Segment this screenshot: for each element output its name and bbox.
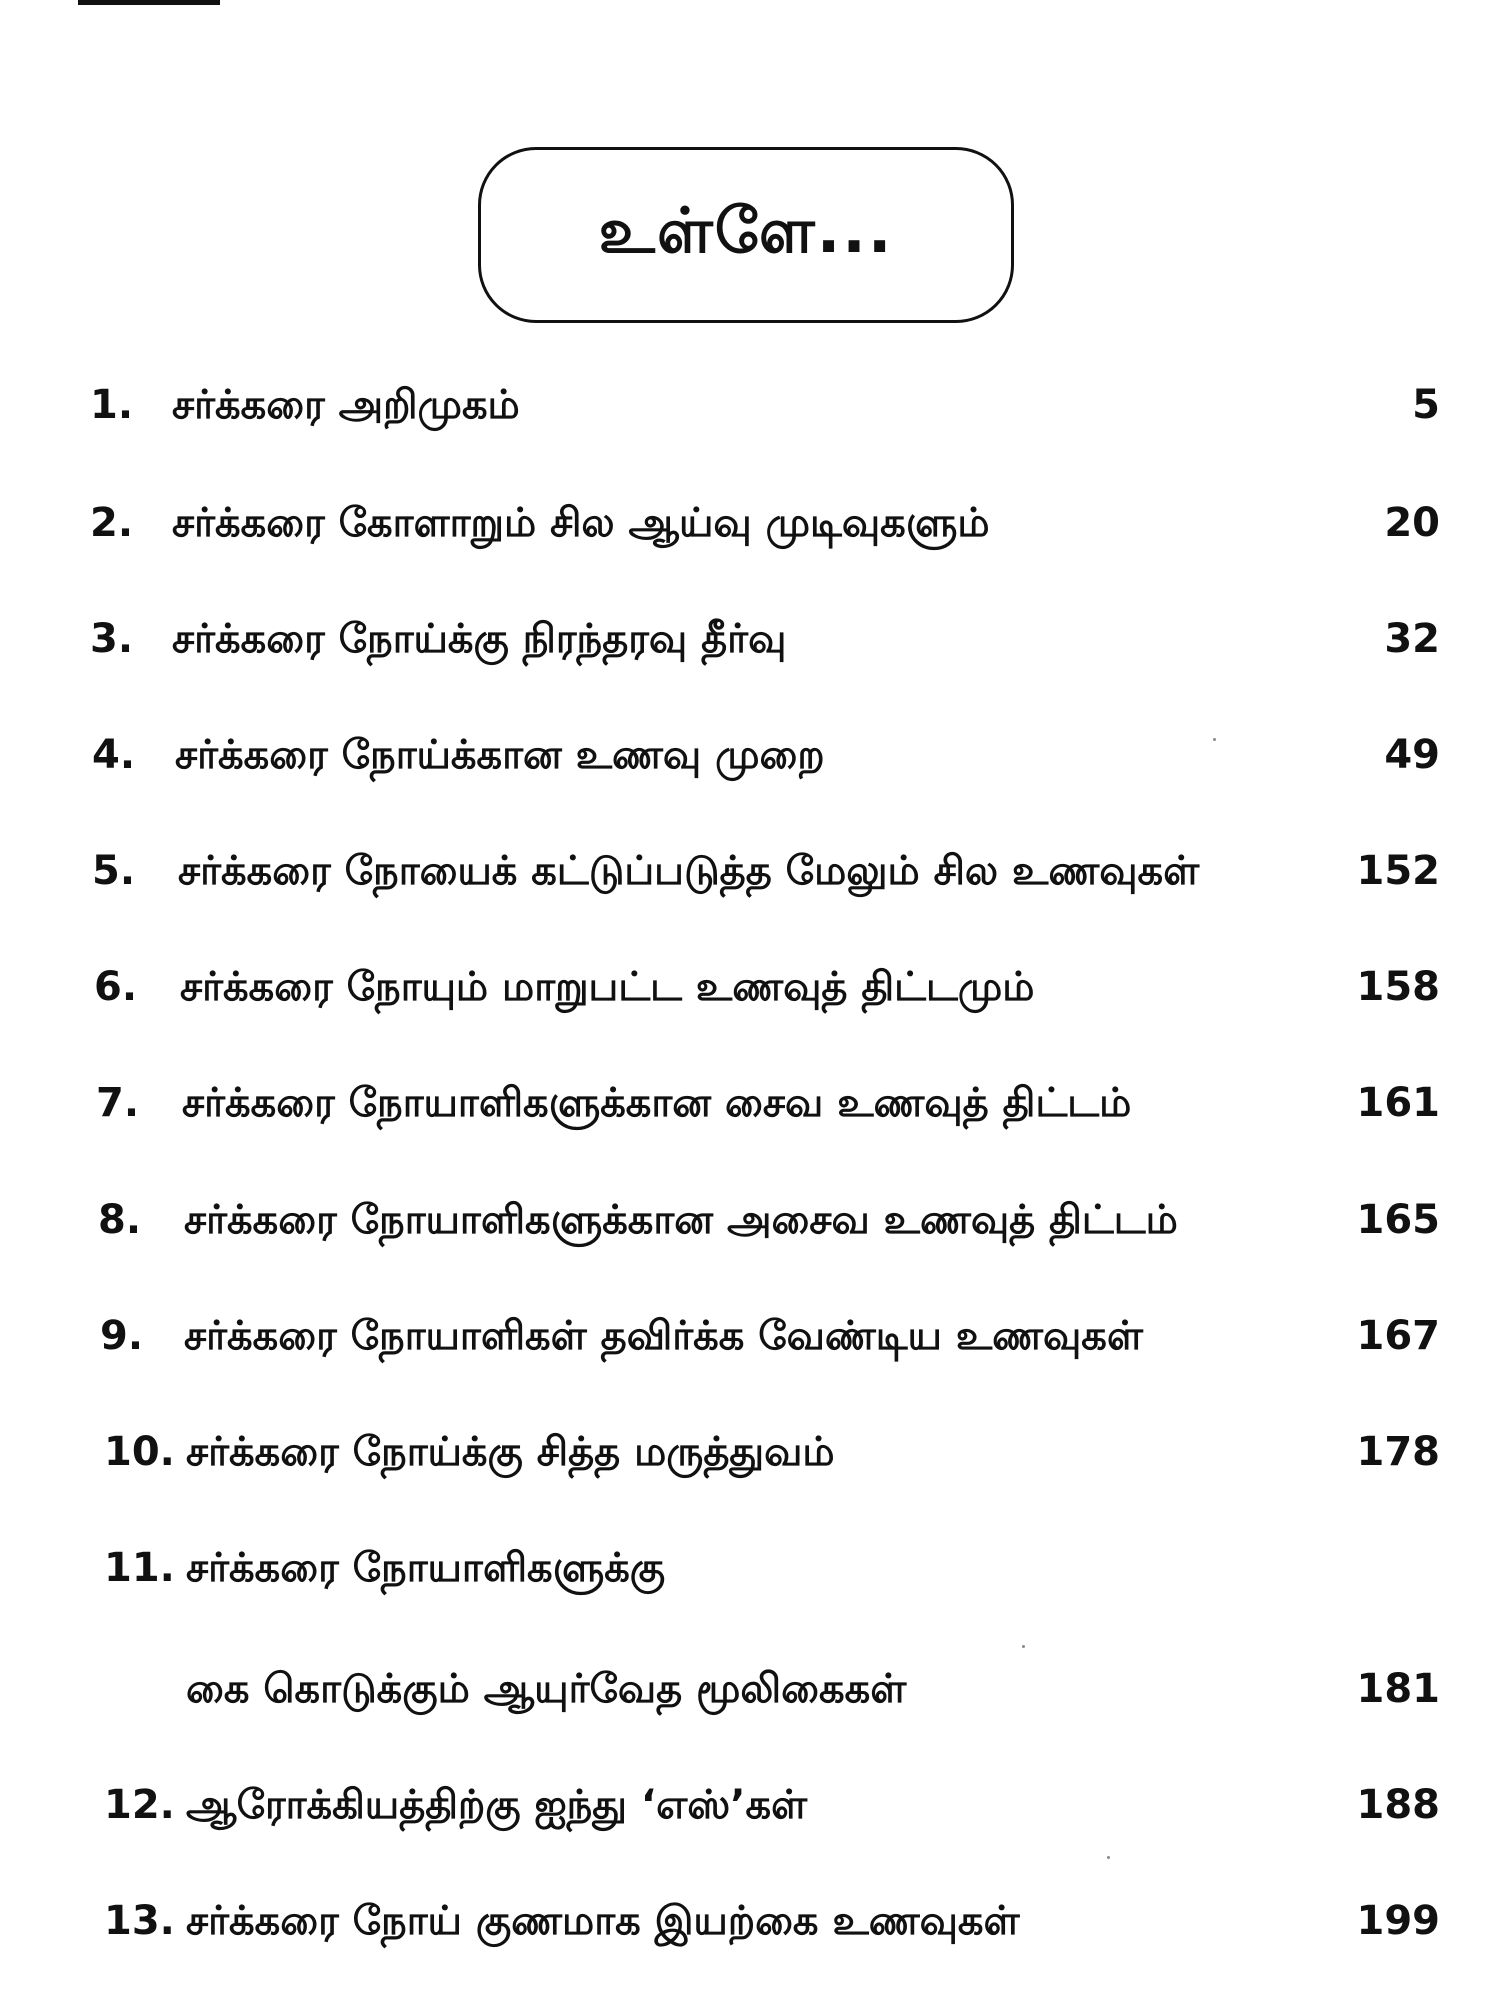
toc-entry [0, 1068, 1500, 1138]
toc-entry-page: 158 [1356, 964, 1440, 1010]
toc-entry-number: 4. [92, 732, 136, 778]
toc-entry-title: ஆரோக்கியத்திற்கு ஐந்து ‘எஸ்’கள் [186, 1782, 808, 1828]
toc-entry-number: 5. [92, 848, 136, 894]
toc-entry [0, 1185, 1500, 1255]
toc-entry [0, 1770, 1500, 1840]
toc-entry-number: 6. [94, 964, 138, 1010]
toc-entry-continuation [0, 1654, 1500, 1724]
toc-entry-title: சர்க்கரை நோயும் மாறுபட்ட உணவுத் திட்டமும் [180, 964, 1035, 1010]
toc-entry-title: சர்க்கரை நோயைக் கட்டுப்படுத்த மேலும் சில உணவுகள் [178, 848, 1200, 894]
toc-entry-number: 8. [98, 1197, 142, 1243]
toc-entry-page: 165 [1356, 1197, 1440, 1243]
toc-entry-title: சர்க்கரை நோய்க்கு சித்த மருத்துவம் [186, 1429, 835, 1475]
toc-entry-page: 178 [1356, 1429, 1440, 1475]
toc-entry-number: 3. [90, 616, 134, 662]
toc-entry-title: சர்க்கரை நோயாளிகளுக்கான அசைவ உணவுத் திட்டம் [184, 1197, 1178, 1243]
page-heading: உள்ளே... [598, 194, 894, 267]
toc-entry-number: 13. [104, 1898, 175, 1944]
toc-entry [0, 1533, 1500, 1603]
toc-entry-title: சர்க்கரை நோய்க்கு நிரந்தரவு தீர்வு [172, 616, 787, 662]
toc-entry-number: 9. [100, 1313, 144, 1359]
toc-entry-page: 32 [1384, 616, 1440, 662]
toc-entry-page: 20 [1384, 500, 1440, 546]
scan-speck [1213, 738, 1216, 741]
toc-entry-title: சர்க்கரை கோளாறும் சில ஆய்வு முடிவுகளும் [172, 500, 990, 546]
toc-entry-page: 167 [1356, 1313, 1440, 1359]
toc-entry [0, 488, 1500, 558]
toc-entry [0, 720, 1500, 790]
toc-entry-page: 181 [1356, 1666, 1440, 1712]
toc-entry-page: 199 [1356, 1898, 1440, 1944]
scan-speck [1022, 1645, 1025, 1648]
toc-entry-title: சர்க்கரை அறிமுகம் [172, 382, 520, 428]
toc-entry-number: 12. [104, 1782, 175, 1828]
top-rule [78, 0, 220, 5]
toc-entry-title-continued: கை கொடுக்கும் ஆயுர்வேத மூலிகைகள் [186, 1666, 907, 1712]
toc-entry-number: 7. [96, 1080, 140, 1126]
toc-entry [0, 370, 1500, 440]
toc-entry-title: சர்க்கரை நோயாளிகளுக்கான சைவ உணவுத் திட்டம் [182, 1080, 1132, 1126]
toc-entry [0, 604, 1500, 674]
toc-entry-number: 2. [90, 500, 134, 546]
toc-entry-page: 161 [1356, 1080, 1440, 1126]
toc-entry-page: 188 [1356, 1782, 1440, 1828]
heading-box [478, 147, 1014, 323]
toc-entry-title: சர்க்கரை நோய் குணமாக இயற்கை உணவுகள் [186, 1898, 1020, 1944]
toc-entry-number: 1. [90, 382, 134, 428]
toc-entry-number: 10. [104, 1429, 175, 1475]
scan-speck [1107, 1856, 1110, 1859]
toc-entry-page: 152 [1356, 848, 1440, 894]
toc-entry [0, 1417, 1500, 1487]
toc-entry-title: சர்க்கரை நோய்க்கான உணவு முறை [175, 732, 825, 778]
toc-entry-page: 5 [1412, 382, 1440, 428]
toc-entry [0, 1301, 1500, 1371]
toc-entry [0, 1886, 1500, 1956]
toc-entry-title: சர்க்கரை நோயாளிகளுக்கு [186, 1545, 666, 1591]
toc-entry [0, 952, 1500, 1022]
toc-entry-page: 49 [1384, 732, 1440, 778]
toc-entry [0, 836, 1500, 906]
toc-entry-title: சர்க்கரை நோயாளிகள் தவிர்க்க வேண்டிய உணவுகள் [184, 1313, 1143, 1359]
toc-entry-number: 11. [104, 1545, 175, 1591]
